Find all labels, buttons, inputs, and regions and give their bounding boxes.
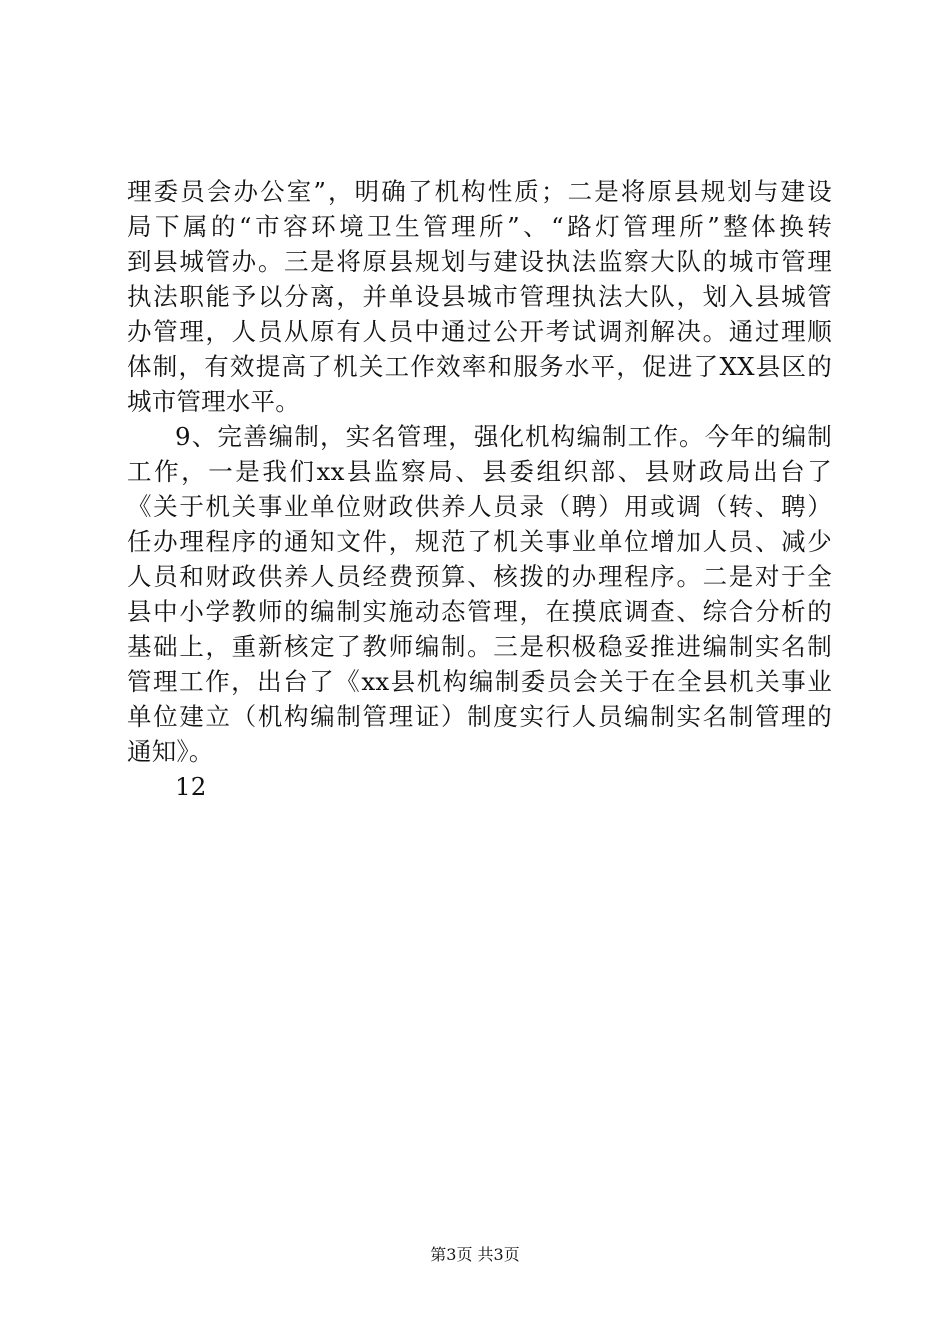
- page-footer: 第3页 共3页: [430, 1245, 520, 1264]
- text-line: 局下属的“市容环境卫生管理所”、“路灯管理所”整体换转: [127, 212, 832, 241]
- text-line: 单位建立（机构编制管理证）制度实行人员编制实名制管理的: [127, 702, 832, 731]
- text-line: 通知》。: [127, 737, 214, 766]
- text-line: 县中小学教师的编制实施动态管理，在摸底调查、综合分析的: [127, 597, 832, 626]
- text-line: 基础上，重新核定了教师编制。三是积极稳妥推进编制实名制: [127, 632, 832, 661]
- text-line: 体制，有效提高了机关工作效率和服务水平，促进了XX县区的: [127, 352, 832, 381]
- text-line: 办管理，人员从原有人员中通过公开考试调剂解决。通过理顺: [127, 317, 832, 346]
- text-line: 《关于机关事业单位财政供养人员录（聘）用或调（转、聘）: [127, 492, 832, 521]
- text-line: 12: [175, 772, 207, 801]
- text-line: 9、完善编制，实名管理，强化机构编制工作。今年的编制: [175, 422, 832, 451]
- text-line: 任办理程序的通知文件，规范了机关事业单位增加人员、减少: [127, 527, 832, 556]
- text-line: 城市管理水平。: [127, 387, 300, 416]
- text-line: 到县城管办。三是将原县规划与建设执法监察大队的城市管理: [127, 247, 832, 276]
- text-line: 工作，一是我们xx县监察局、县委组织部、县财政局出台了: [127, 457, 832, 486]
- text-line: 人员和财政供养人员经费预算、核拨的办理程序。二是对于全: [127, 562, 832, 591]
- text-line: 理委员会办公室”，明确了机构性质；二是将原县规划与建设: [127, 177, 832, 206]
- text-line: 执法职能予以分离，并单设县城市管理执法大队，划入县城管: [127, 282, 832, 311]
- text-line: 管理工作，出台了《xx县机构编制委员会关于在全县机关事业: [127, 667, 832, 696]
